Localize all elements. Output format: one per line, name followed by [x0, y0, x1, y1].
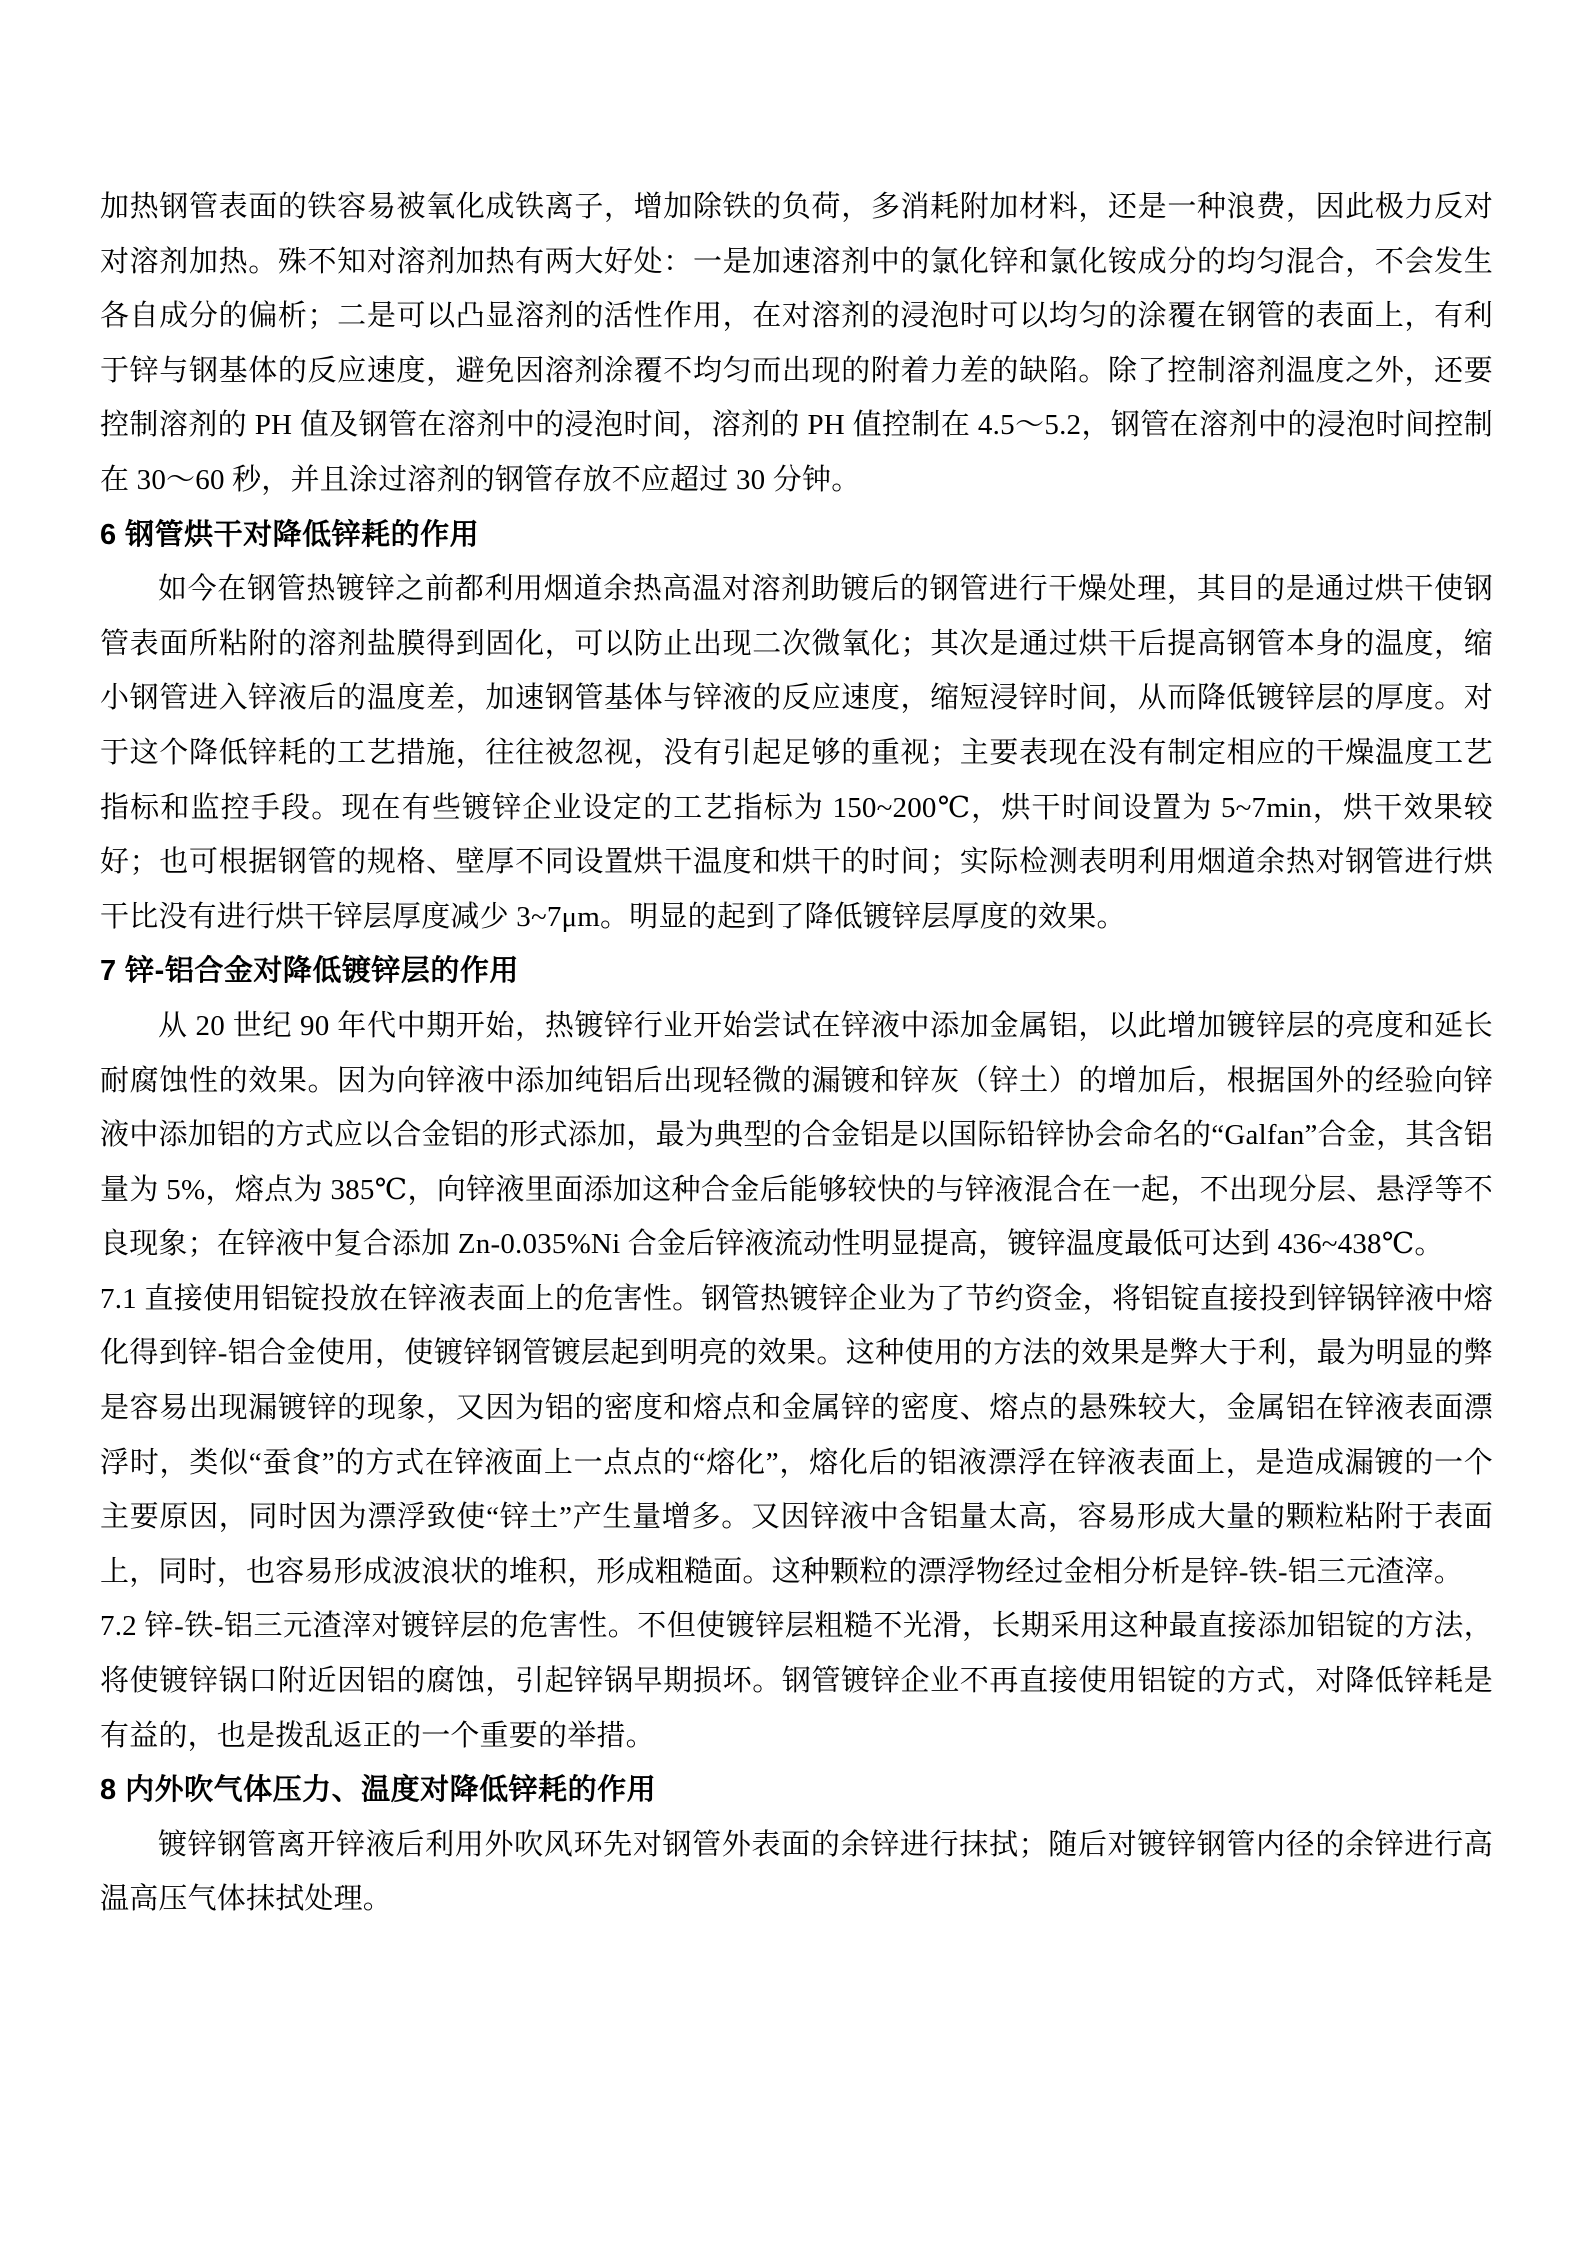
document-text-area	[100, 180, 1493, 1927]
paragraph-7-2-ternary-dross-hazard: 7.2 锌-铁-铝三元渣滓对镀锌层的危害性。不但使镀锌层粗糙不光滑，长期采用这种最直接添加铝锭的方法，将使镀锌锅口附近因铝的腐蚀，引起锌锅早期损坏。钢管镀锌企业不再直接使用铝锭的方式，对降低锌耗是有益的，也是拨乱返正的一个重要的举措。	[100, 1610, 1493, 1752]
paragraph-drying-process: 如今在钢管热镀锌之前都利用烟道余热高温对溶剂助镀后的钢管进行干燥处理，其目的是通过烘干使钢管表面所粘附的溶剂盐膜得到固化，可以防止出现二次微氧化；其次是通过烘干后提高钢管本身的温度，缩小钢管进入锌液后的温度差，加速钢管基体与锌液的反应速度，缩短浸锌时间，从而降低镀锌层的厚度。对于这个降低锌耗的工艺措施，往往被忽视，没有引起足够的重视；主要表现在没有制定相应的干燥温度工艺指标和监控手段。现在有些镀锌企业设定的工艺指标为 150~200℃，烘干时间设置为 5~7min，烘干效果较好；也可根据钢管的规格、壁厚不同设置烘干温度和烘干的时间；实际检测表明利用烟道余热对钢管进行烘干比没有进行烘干锌层厚度减少 3~7μm。明显的起到了降低镀锌层厚度的效果。	[100, 573, 1493, 933]
paragraph-gas-blowing: 镀锌钢管离开锌液后利用外吹风环先对钢管外表面的余锌进行抹拭；随后对镀锌钢管内径的余锌进行高温高压气体抹拭处理。	[100, 1828, 1493, 1916]
paragraph-7-1-aluminum-ingot-hazard: 7.1 直接使用铝锭投放在锌液表面上的危害性。钢管热镀锌企业为了节约资金，将铝锭直接投到锌锅锌液中熔化得到锌-铝合金使用，使镀锌钢管镀层起到明亮的效果。这种使用的方法的效果是弊大于利，最为明显的弊是容易出现漏镀锌的现象，又因为铝的密度和熔点和金属锌的密度、熔点的悬殊较大，金属铝在锌液表面漂浮时，类似“蚕食”的方式在锌液面上一点点的“熔化”，熔化后的铝液漂浮在锌液表面上，是造成漏镀的一个主要原因，同时因为漂浮致使“锌土”产生量增多。又因锌液中含铝量太高，容易形成大量的颗粒粘附于表面上，同时，也容易形成波浪状的堆积，形成粗糙面。这种颗粒的漂浮物经过金相分析是锌-铁-铝三元渣滓。	[100, 1282, 1493, 1588]
section-heading-7-zinc-aluminum-alloy: 7 锌-铝合金对降低镀锌层的作用	[100, 955, 519, 988]
section-heading-6-pipe-drying: 6 钢管烘干对降低锌耗的作用	[100, 518, 480, 551]
paragraph-zinc-aluminum-alloy: 从 20 世纪 90 年代中期开始，热镀锌行业开始尝试在锌液中添加金属铝，以此增加镀锌层的亮度和延长耐腐蚀性的效果。因为向锌液中添加纯铝后出现轻微的漏镀和锌灰（锌土）的增加后，根据国外的经验向锌液中添加铝的方式应以合金铝的形式添加，最为典型的合金铝是以国际铅锌协会命名的“Galfan”合金，其含铝量为 5%，熔点为 385℃，向锌液里面添加这种合金后能够较快的与锌液混合在一起，不出现分层、悬浮等不良现象；在锌液中复合添加 Zn-0.035%Ni 合金后锌液流动性明显提高，镀锌温度最低可达到 436~438℃。	[100, 1009, 1493, 1261]
section-heading-8-gas-blowing: 8 内外吹气体压力、温度对降低锌耗的作用	[100, 1774, 657, 1807]
paragraph-flux-heating-continuation: 加热钢管表面的铁容易被氧化成铁离子，增加除铁的负荷，多消耗附加材料，还是一种浪费，因此极力反对对溶剂加热。殊不知对溶剂加热有两大好处：一是加速溶剂中的氯化锌和氯化铵成分的均匀混合，不会发生各自成分的偏析；二是可以凸显溶剂的活性作用，在对溶剂的浸泡时可以均匀的涂覆在钢管的表面上，有利于锌与钢基体的反应速度，避免因溶剂涂覆不均匀而出现的附着力差的缺陷。除了控制溶剂温度之外，还要控制溶剂的 PH 值及钢管在溶剂中的浸泡时间，溶剂的 PH 值控制在 4.5～5.2，钢管在溶剂中的浸泡时间控制在 30～60 秒，并且涂过溶剂的钢管存放不应超过 30 分钟。	[100, 191, 1493, 496]
